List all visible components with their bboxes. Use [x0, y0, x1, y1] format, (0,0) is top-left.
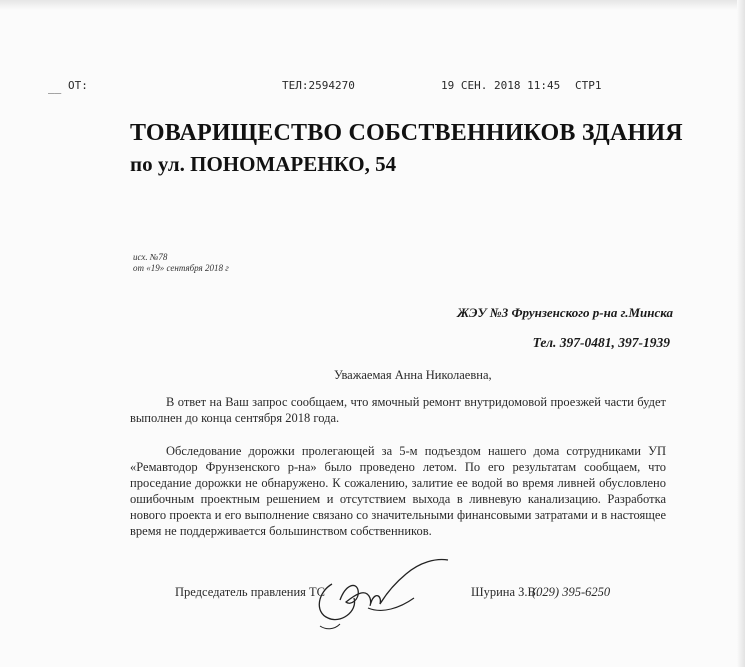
recipient-name: ЖЭУ №3 Фрунзенского р-на г.Минска — [457, 305, 673, 320]
scan-edge-right — [737, 0, 745, 667]
scan-edge-top — [0, 0, 745, 10]
letterhead-title-line1: ТОВАРИЩЕСТВО СОБСТВЕННИКОВ ЗДАНИЯ — [130, 120, 683, 146]
recipient-phone: Тел. 397-0481, 397-1939 — [532, 335, 670, 350]
reference-number: исх. №78 — [133, 252, 168, 262]
signature-block — [170, 582, 650, 652]
letterhead-title-line2: по ул. ПОНОМАРЕНКО, 54 — [130, 152, 397, 176]
fax-date-time: 19 СЕН. 2018 11:45 — [441, 79, 561, 92]
handwritten-signature — [310, 554, 460, 634]
body-paragraph-2: Обследование дорожки пролегающей за 5-м подъездом нашего дома сотрудниками УП «Ремавтодор Фрунзенского р-на» было проведено летом. По его результатам сообщаем, что проседание дорожки не обнаружено. К сожалению, залитие ее водой во время ливней обусловлено ошибочным проектным решением и отсутствием выхода в ливневую канализацию. Разработка нового проекта и его выполнение связано со значительными финансовыми затратами и в настоящее время не поддерживается большинством собственников. — [130, 444, 666, 538]
reference-date: от «19» сентября 2018 г — [133, 263, 229, 273]
signatory-name: Шурина З.В. — [471, 585, 540, 599]
salutation: Уважаемая Анна Николаевна, — [334, 368, 492, 382]
body-paragraph-1: В ответ на Ваш запрос сообщаем, что ямочный ремонт внутридомовой проезжей части будет выполнен до конца сентября 2018 года. — [130, 395, 666, 425]
fax-tel: ТЕЛ:2594270 — [282, 79, 355, 92]
signatory-title: Председатель правления ТС — [175, 585, 325, 599]
fax-page: СТР1 — [575, 79, 602, 92]
signatory-phone: (029) 395-6250 — [532, 585, 611, 599]
fax-header — [40, 79, 690, 95]
fax-from: ОТ: — [68, 79, 88, 92]
fax-from-prefix: __ — [48, 81, 62, 94]
